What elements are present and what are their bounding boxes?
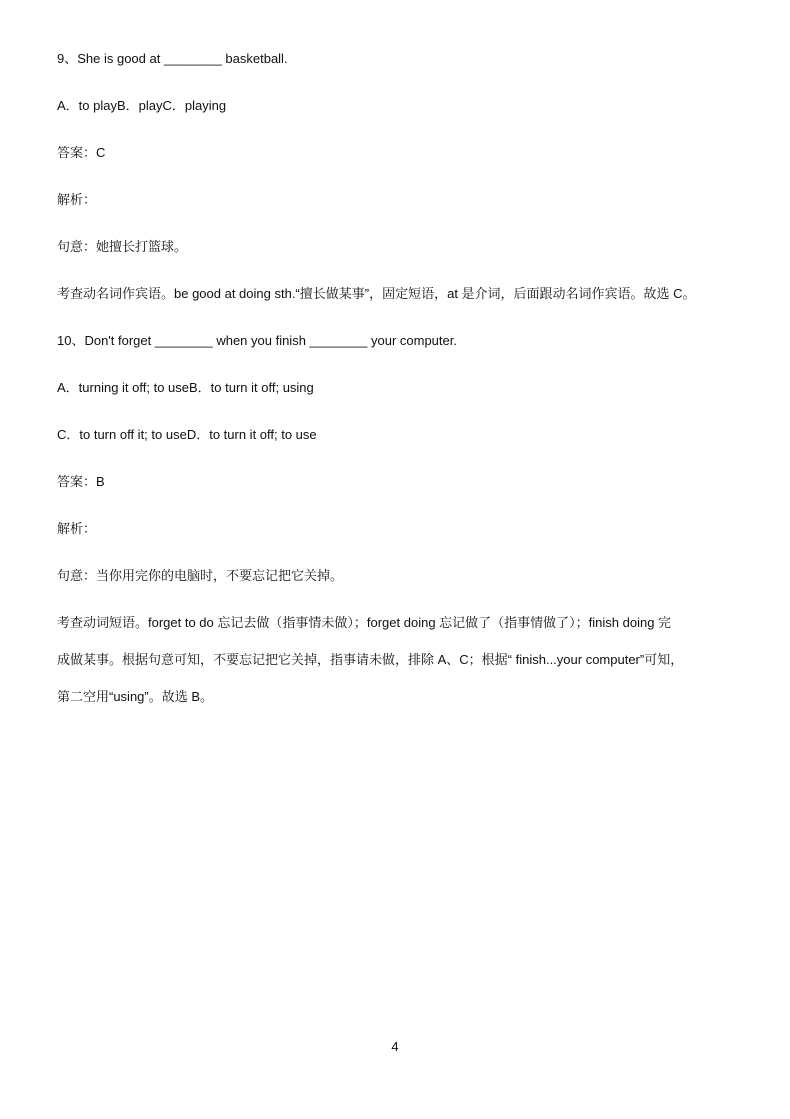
question-10-answer: 答案：B bbox=[57, 474, 105, 489]
question-10-stem: 10、Don't forget ________ when you finish ________ your computer. bbox=[57, 333, 457, 348]
question-9-stem: 9、She is good at ________ basketball. bbox=[57, 51, 288, 66]
question-10-explanation-line-2: 成做某事。根据句意可知，不要忘记把它关掉，指事请未做，排除 A、C；根据“ finish...your computer”可知， bbox=[57, 652, 684, 667]
question-9-options: A．to playB．playC．playing bbox=[57, 98, 227, 113]
question-10-options-ab: A．turning it off; to useB．to turn it off; using bbox=[57, 380, 314, 395]
question-10-explanation-line-3: 第二空用“using”。故选 B。 bbox=[57, 689, 214, 704]
question-10-meaning: 句意：当你用完你的电脑时，不要忘记把它关掉。 bbox=[57, 568, 344, 583]
question-10-options-cd: C．to turn off it; to useD．to turn it off; to use bbox=[57, 427, 317, 442]
question-10-analysis-label: 解析： bbox=[57, 521, 97, 536]
page-number: 4 bbox=[391, 1039, 399, 1054]
question-9-analysis-label: 解析： bbox=[57, 192, 97, 207]
question-9-answer: 答案：C bbox=[57, 145, 106, 160]
question-9-explanation: 考查动名词作宾语。be good at doing sth.“擅长做某事”，固定短语，at 是介词，后面跟动名词作宾语。故选 C。 bbox=[57, 286, 696, 301]
question-10-explanation-line-1: 考查动词短语。forget to do 忘记去做（指事情未做）；forget doing 忘记做了（指事情做了）；finish doing 完 bbox=[57, 615, 672, 630]
question-9-meaning: 句意：她擅长打篮球。 bbox=[57, 239, 188, 254]
